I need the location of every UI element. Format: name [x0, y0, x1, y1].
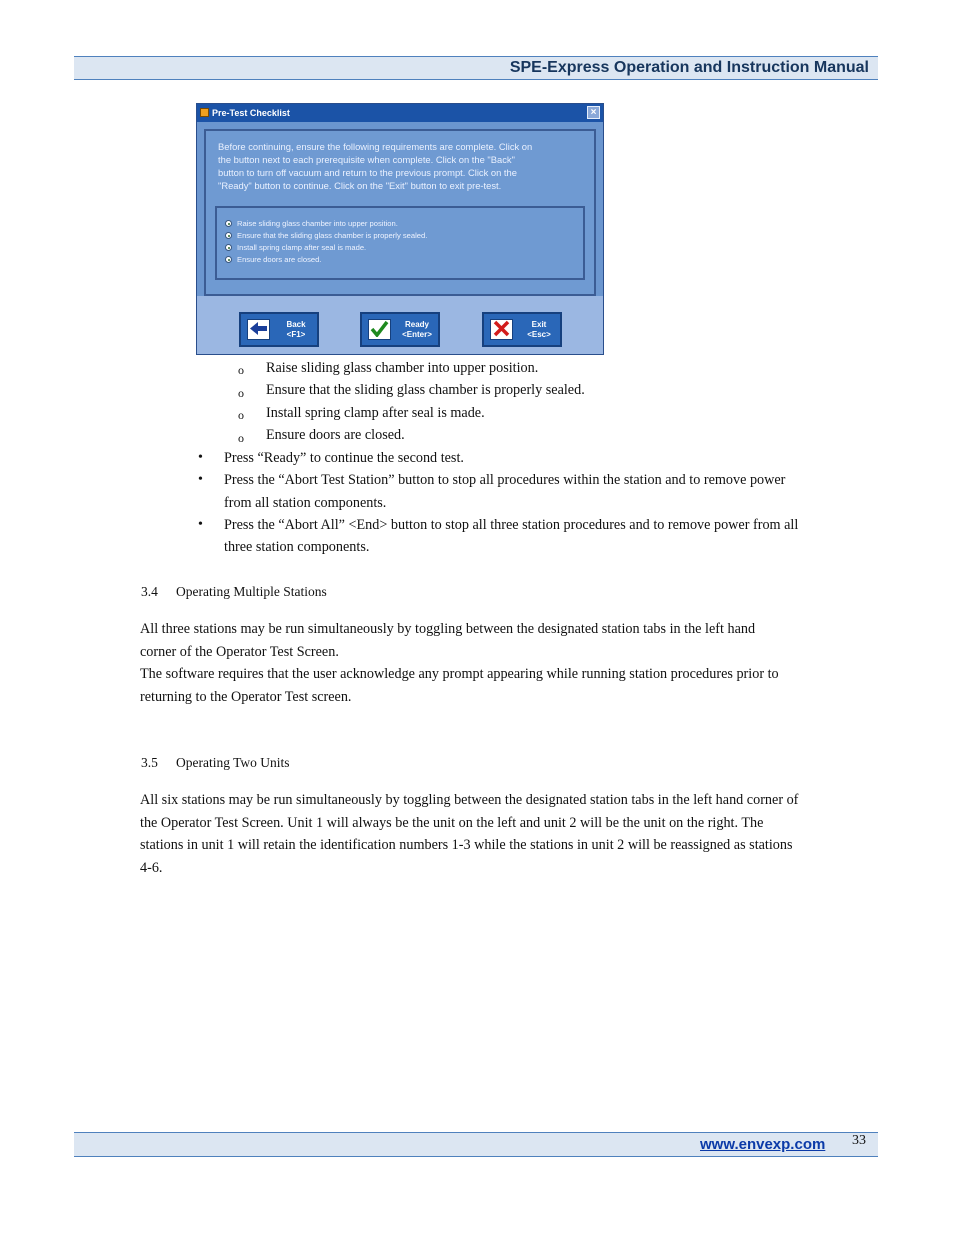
- exit-label: Exit: [531, 320, 547, 329]
- app-icon: [200, 108, 209, 117]
- close-icon[interactable]: ×: [587, 106, 600, 119]
- back-button[interactable]: [239, 312, 319, 347]
- dialog-title: Pre-Test Checklist: [212, 108, 290, 118]
- ready-key: <Enter>: [402, 330, 432, 339]
- checklist-item[interactable]: Ensure that the sliding glass chamber is properly sealed.: [225, 231, 427, 240]
- sub-bullet-text: Ensure that the sliding glass chamber is properly sealed.: [266, 382, 585, 398]
- radio-icon[interactable]: [225, 244, 232, 251]
- paragraph-line: corner of the Operator Test Screen.: [140, 644, 339, 660]
- paragraph-line: All six stations may be run simultaneously by toggling between the designated station tabs in the left hand corner of: [140, 792, 799, 808]
- paragraph-line: the Operator Test Screen. Unit 1 will always be the unit on the left and unit 2 will be the unit on the right. The: [140, 815, 764, 831]
- sub-bullet-text: Ensure doors are closed.: [266, 427, 405, 443]
- back-key: <F1>: [286, 330, 306, 339]
- bullet-text: three station components.: [224, 539, 370, 555]
- manual-title: SPE-Express Operation and Instruction Manual: [509, 59, 869, 76]
- instruction-line: button to turn off vacuum and return to the previous prompt. Click on the: [218, 167, 517, 178]
- page-number: 33: [852, 1133, 866, 1148]
- sub-bullet-text: Raise sliding glass chamber into upper position.: [266, 360, 539, 376]
- instruction-line: Before continuing, ensure the following requirements are complete. Click on: [218, 141, 533, 152]
- back-label: Back: [286, 320, 306, 329]
- checklist-item[interactable]: Ensure doors are closed.: [225, 255, 321, 264]
- section-heading: Operating Two Units: [176, 755, 290, 770]
- instruction-line: "Ready" button to continue. Click on the "Exit" button to exit pre-test.: [218, 180, 502, 191]
- sub-bullet-text: Install spring clamp after seal is made.: [266, 405, 485, 421]
- bullet-text: Press the “Abort Test Station” button to stop all procedures within the station and to remove power: [224, 472, 786, 488]
- bullet-dot: •: [198, 517, 203, 532]
- paragraph-line: returning to the Operator Test screen.: [140, 689, 352, 705]
- instruction-line: the button next to each prerequisite when complete. Click on the "Back": [218, 154, 515, 165]
- checklist-item[interactable]: Install spring clamp after seal is made.: [225, 243, 366, 252]
- bullet-text: Press “Ready” to continue the second test.: [224, 450, 464, 466]
- circle-bullet: o: [238, 386, 244, 400]
- paragraph-line: All three stations may be run simultaneously by toggling between the designated station tabs in the left hand: [140, 621, 756, 637]
- checklist-item[interactable]: Raise sliding glass chamber into upper position.: [225, 219, 398, 228]
- circle-bullet: o: [238, 363, 244, 377]
- bullet-text: from all station components.: [224, 495, 387, 511]
- ready-label: Ready: [404, 320, 429, 329]
- checklist-box: [215, 206, 585, 280]
- bullet-dot: •: [198, 472, 203, 487]
- checkmark-icon: [368, 319, 391, 340]
- exit-key: <Esc>: [527, 330, 551, 339]
- radio-icon[interactable]: [225, 232, 232, 239]
- paragraph-line: The software requires that the user acknowledge any prompt appearing while running station procedures prior to: [140, 666, 779, 682]
- exit-button[interactable]: [482, 312, 562, 347]
- dialog-title-bar: [197, 104, 603, 122]
- paragraph-line: 4-6.: [140, 860, 163, 876]
- radio-icon[interactable]: [225, 220, 232, 227]
- circle-bullet: o: [238, 408, 244, 422]
- ready-button[interactable]: [360, 312, 440, 347]
- section-number: 3.4: [141, 584, 158, 599]
- pre-test-checklist-dialog: [196, 103, 604, 355]
- section-heading: Operating Multiple Stations: [176, 584, 327, 599]
- radio-icon[interactable]: [225, 256, 232, 263]
- dialog-instructions: [218, 140, 588, 192]
- back-arrow-icon: [247, 319, 270, 340]
- x-mark-icon: [490, 319, 513, 340]
- bullet-text: Press the “Abort All” <End> button to stop all three station procedures and to remove power from all: [224, 517, 799, 533]
- header-bar: [74, 56, 878, 80]
- circle-bullet: o: [238, 431, 244, 445]
- website-link[interactable]: www.envexp.com: [700, 1136, 826, 1153]
- paragraph-line: stations in unit 1 will retain the identification numbers 1-3 while the stations in unit 2 will be reassigned as stations: [140, 837, 793, 853]
- section-number: 3.5: [141, 755, 158, 770]
- bullet-dot: •: [198, 450, 203, 465]
- dialog-panel: [204, 129, 596, 296]
